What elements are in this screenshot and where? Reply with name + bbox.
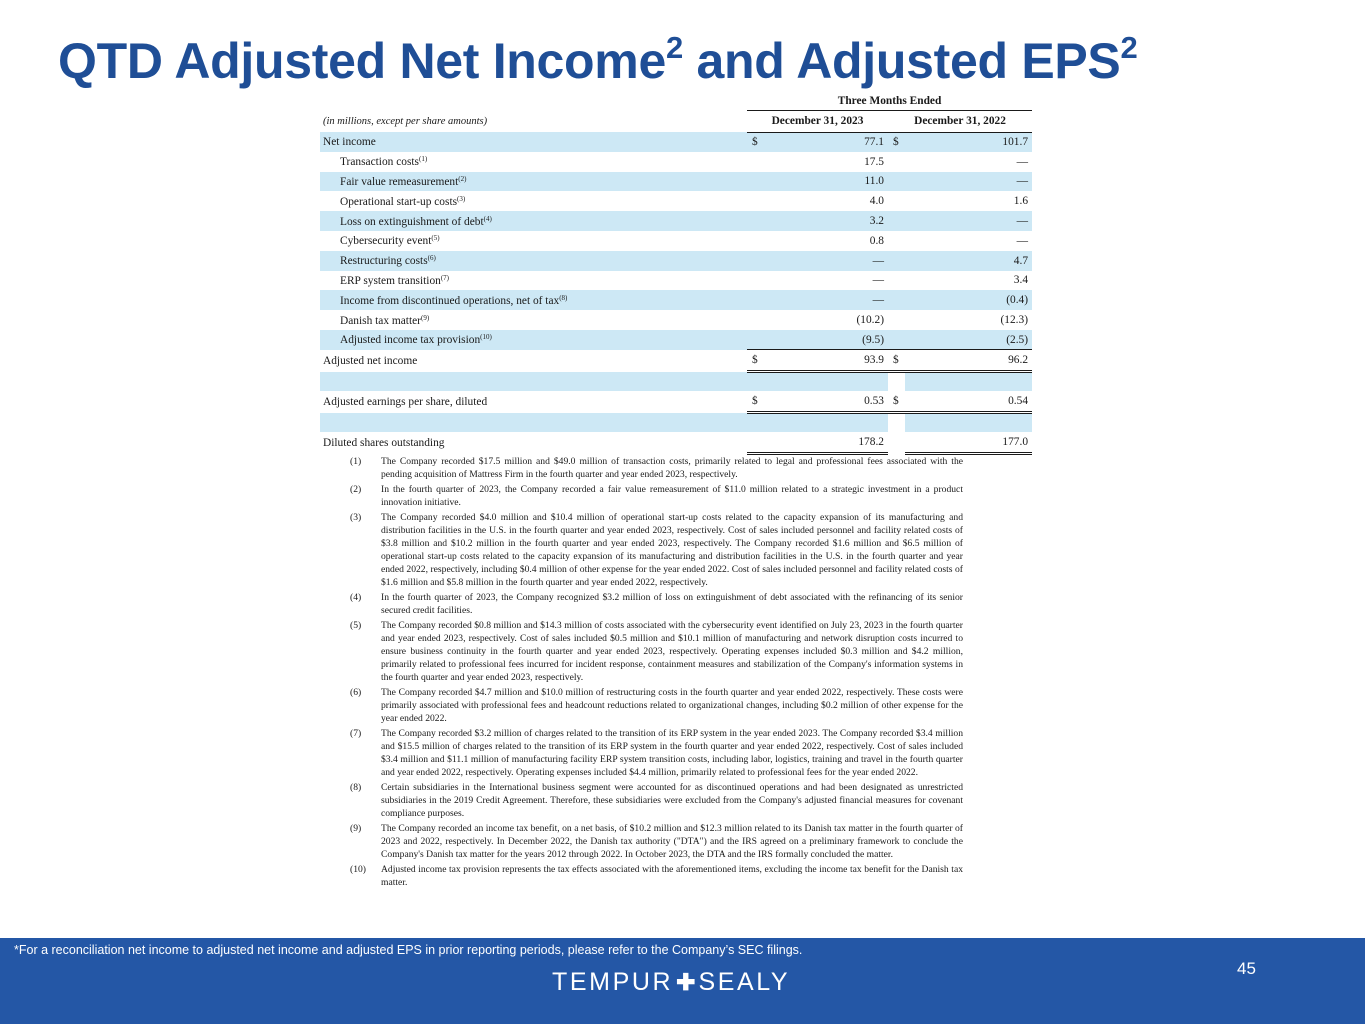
footnote [350,687,963,726]
footnote-text: In the fourth quarter of 2023, the Company recognized $3.2 million of loss on extinguishment of debt associated with the refinancing of its senior secured credit facilities. [381,591,963,616]
currency-symbol: $ [888,350,905,372]
currency-symbol: $ [888,132,905,152]
footnote [350,592,963,618]
row-label: Fair value remeasurement [340,175,459,188]
currency-symbol [747,211,764,231]
value-2022: 1.6 [1013,195,1029,208]
tempur-sealy-logo [552,968,790,997]
footnotes [350,456,963,892]
row-label: Restructuring costs [340,255,428,268]
value-2022: 101.7 [905,132,1032,152]
currency-symbol [747,290,764,310]
row-label: Income from discontinued operations, net of tax [340,294,560,307]
footnote-text: The Company recorded $0.8 million and $14.3 million of costs associated with the cybersecurity event identified on July 23, 2023 in the fourth quarter and year ended 2023, respectively. Cost of sales included $0.5 million and $10.1 million of manufacturing and network disruption costs incurred to ensure business continuity in the fourth quarter and year ended 2023, respectively. Operating expenses included $0.3 million and $4.2 million, primarily related to professional fees incurred for incident response, containment measures and stabilization of the Company's information systems in the fourth quarter and year ended 2023, respectively. [381,620,963,683]
currency-symbol [747,191,764,211]
value-2022: (12.3) [1000,314,1029,327]
logo-word-right: SEALY [698,968,791,996]
currency-symbol: $ [747,350,764,372]
table-row [320,211,1032,231]
footnote [350,484,963,510]
value-2023: 178.2 [764,432,888,454]
table-row [320,132,1032,152]
table-row [320,172,1032,192]
currency-symbol [888,191,905,211]
value-2023: 4.0 [869,195,884,208]
spacer-row [320,413,1032,432]
currency-symbol [747,271,764,291]
footnote-text: The Company recorded $4.7 million and $10.0 million of restructuring costs in the fourth quarter and year ended 2022, respectively. These costs were primarily associated with professional fees and headcount reductions related to organizational changes, including $0.2 million of other expense for the year ended 2022. [381,686,963,724]
value-2023: — [764,251,888,271]
footer-disclaimer: *For a reconciliation net income to adjusted net income and adjusted EPS in prior reporting periods, please refer to the Company’s SEC filings. [14,943,803,957]
value-2023: — [764,290,888,310]
table-column-header-row [320,110,1032,132]
currency-symbol [747,231,764,251]
slide-title: QTD Adjusted Net Income$^2$ and Adjusted EPS$^2$ [58,30,1138,89]
reconciliation-table [320,93,1032,455]
value-2022: — [905,172,1032,192]
currency-symbol [747,432,764,454]
table-row [320,271,1032,291]
footnote-number: (1) [350,456,362,467]
footnote-text: The Company recorded an income tax benefit, on a net basis, of $10.2 million and $12.3 million related to its Danish tax matter in the fourth quarter of 2023 and 2022, respectively. In December 2022, the Danish tax authority ("DTA") and the IRS agreed on a preliminary framework to conclude the Company's Danish tax matter for the years 2012 through 2022. In October 2023, the DTA and the IRS formally concluded the matter. [381,822,963,860]
column-header-2023: December 31, 2023 [747,110,888,132]
footnote-number: (4) [350,591,362,603]
table-row [320,290,1032,310]
currency-symbol [888,271,905,291]
footnote-ref: (7) [440,273,450,282]
row-label: Danish tax matter [340,314,421,327]
value-2023: 93.9 [764,350,888,372]
footnote-ref: (9) [420,313,430,322]
table-row [320,330,1032,350]
value-2023: 11.0 [764,172,888,192]
currency-symbol [888,172,905,192]
table-row [320,191,1032,211]
footnote-ref: (2) [458,174,467,183]
footnote-number: (3) [350,512,362,524]
currency-symbol [747,152,764,172]
value-2023: 0.53 [764,391,888,413]
footnote-text: The Company recorded $3.2 million of charges related to the transition of its ERP system in the year ended 2023. The Company recorded $3.4 million and $15.5 million of charges related to the transition of its ERP system in the fourth quarter and year ended 2022, respectively. Cost of sales included $3.4 million and $11.1 million of manufacturing facility ERP system transition costs, including labor, logistics, training and travel in the fourth quarter and year ended 2022, respectively. Operating expenses included $4.4 million, primarily related to professional fees for the year ended 2022. [381,727,963,778]
row-label: Loss on extinguishment of debt [340,215,484,228]
currency-symbol [888,211,905,231]
currency-symbol [888,231,905,251]
currency-symbol [888,251,905,271]
value-2023: 77.1 [764,132,888,152]
currency-symbol [888,432,905,454]
value-2023: (9.5) [764,330,888,350]
footer-bar [0,938,1365,1024]
footnote-text: Certain subsidiaries in the International business segment were accounted for as discontinued operations and had been designated as unrestricted subsidiaries in the 2019 Credit Agreement. Therefore, these subsidiaries were excluded from the Company's adjusted financial measures for covenant compliance purposes. [381,781,963,819]
value-2022: — [1016,234,1029,247]
footnote-number: (7) [350,727,362,739]
row-label: Adjusted income tax provision [340,334,481,347]
value-2023: (10.2) [856,314,884,327]
value-2023: 17.5 [864,155,884,168]
footnote-number: (5) [350,620,362,632]
footnote [350,620,963,685]
value-2023: 0.8 [869,234,884,247]
value-2022: 3.4 [1013,274,1029,287]
table-row-total [320,350,1032,372]
footnote-ref: (8) [559,293,568,302]
currency-symbol [888,152,905,172]
table-row [320,231,1032,251]
value-2022: 0.54 [905,391,1032,413]
row-label: Adjusted earnings per share, diluted [323,395,488,408]
currency-symbol: $ [747,132,764,152]
footnote-number: (9) [350,822,362,834]
row-label: Net income [323,135,376,148]
value-2022: (0.4) [905,290,1032,310]
currency-symbol [888,330,905,350]
value-2023: — [872,274,884,287]
table-row-eps [320,391,1032,413]
currency-symbol [747,251,764,271]
value-2022: (2.5) [905,330,1032,350]
row-label: ERP system transition [340,274,441,287]
footnote-ref: (1) [419,155,428,164]
currency-symbol [888,310,905,330]
page-number: 45 [1237,959,1256,978]
row-label: Adjusted net income [323,354,418,367]
value-2022: — [905,211,1032,231]
logo-word-left: TEMPUR [552,968,674,996]
footnote-ref: (3) [457,194,466,203]
footnote-text: Adjusted income tax provision represents the tax effects associated with the aforementioned items, excluding the income tax benefit for the Danish tax matter. [381,863,963,888]
currency-symbol [888,290,905,310]
currency-symbol [747,310,764,330]
footnote [350,823,963,862]
currency-symbol [747,172,764,192]
footnote-number: (10) [350,863,366,875]
footnote [350,456,963,482]
footnote-number: (8) [350,781,362,793]
table-row [320,310,1032,330]
footnote-number: (6) [350,686,362,698]
value-2022: 4.7 [905,251,1032,271]
table-row [320,152,1032,172]
value-2022: — [1016,155,1029,168]
footnote [350,512,963,589]
currency-symbol: $ [747,391,764,413]
value-2023: 3.2 [764,211,888,231]
footnote-number: (2) [350,484,362,496]
column-header-2022: December 31, 2022 [888,110,1032,132]
table-row-shares [320,432,1032,454]
row-label: Operational start-up costs [340,195,458,208]
footnote [350,782,963,821]
currency-symbol [747,330,764,350]
row-label: Diluted shares outstanding [323,436,445,449]
row-label: Transaction costs [340,156,419,169]
footnote-text: The Company recorded $17.5 million and $49.0 million of transaction costs, primarily related to legal and professional fees associated with the pending acquisition of Mattress Firm in the fourth quarter and year ended 2023, respectively. [381,456,963,480]
units-label: (in millions, except per share amounts) [323,115,488,127]
table-row [320,251,1032,271]
footnote-ref: (4) [483,214,492,223]
table-group-header-row [320,93,1032,110]
footnote-ref: (6) [427,254,436,263]
row-label: Cybersecurity event [340,235,432,248]
spacer-row [320,372,1032,391]
footnote-ref: (10) [480,333,492,342]
footnote [350,864,963,890]
value-2022: 177.0 [905,432,1032,454]
footnote-text: In the fourth quarter of 2023, the Company recorded a fair value remeasurement of $11.0 million related to a strategic investment in a product innovation initiative. [381,484,963,509]
value-2022: 96.2 [905,350,1032,372]
currency-symbol: $ [888,391,905,413]
group-header: Three Months Ended [747,93,1032,110]
footnote-text: The Company recorded $4.0 million and $10.4 million of operational start-up costs related to the capacity expansion of its manufacturing and distribution facilities in the U.S. in the fourth quarter and year ended 2023, respectively. Cost of sales included personnel and facility related costs of $3.8 million and $10.2 million in the fourth quarter and year ended 2023, respectively. The Company recorded $1.6 million and $6.5 million of operational start-up costs related to the capacity expansion of its manufacturing and distribution facilities in the U.S. in the fourth quarter and year ended 2022, respectively, including $0.4 million of other expense for the year ended 2022. Cost of sales included personnel and facility related costs of $1.6 million and $5.8 million in the fourth quarter and year ended 2022, respectively. [381,512,963,588]
plus-icon: ✚ [676,969,696,995]
footnote-ref: (5) [431,234,440,243]
footnote [350,728,963,780]
